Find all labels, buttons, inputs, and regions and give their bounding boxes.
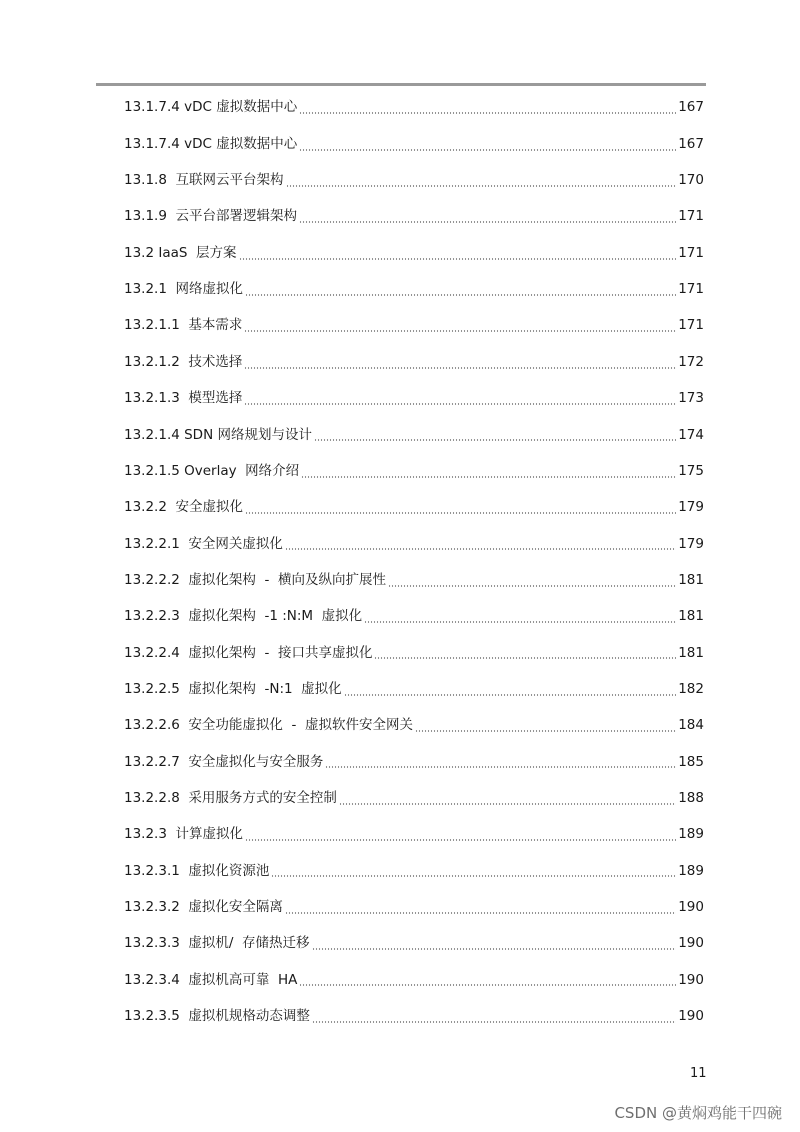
toc-entry[interactable]: [124, 417, 704, 453]
toc-entry[interactable]: [124, 344, 704, 380]
toc-dot-leader: [415, 730, 676, 732]
toc-entry[interactable]: [124, 817, 704, 853]
toc-entry-title: 13.2.2.6 安全功能虚拟化 - 虚拟软件安全网关: [124, 717, 413, 734]
toc-entry-page: 189: [678, 826, 704, 843]
toc-entry-title: 13.2.3.3 虚拟机/ 存储热迁移: [124, 935, 310, 952]
toc-entry-title: 13.2.2.5 虚拟化架构 -N:1 虚拟化: [124, 680, 342, 697]
toc-entry[interactable]: [124, 235, 704, 271]
toc-entry-title: 13.2.3.1 虚拟化资源池: [124, 862, 270, 879]
toc-dot-leader: [239, 258, 677, 260]
toc-dot-leader: [312, 948, 677, 950]
toc-dot-leader: [301, 476, 676, 478]
toc-entry-page: 190: [678, 935, 704, 952]
toc-dot-leader: [244, 403, 676, 405]
toc-entry-title: 13.2.1.4 SDN 网络规划与设计: [124, 426, 312, 443]
toc-dot-leader: [299, 984, 676, 986]
toc-dot-leader: [299, 112, 676, 114]
toc-entry-page: 172: [678, 353, 704, 370]
toc-entry[interactable]: [124, 381, 704, 417]
toc-entry-page: 167: [678, 99, 704, 116]
toc-dot-leader: [285, 548, 676, 550]
page-number: 11: [690, 1066, 707, 1081]
toc-entry-title: 13.2.2.2 虚拟化架构 - 横向及纵向扩展性: [124, 571, 386, 588]
toc-entry[interactable]: [124, 126, 704, 162]
toc-entry-page: 171: [678, 208, 704, 225]
toc-entry-page: 179: [678, 499, 704, 516]
toc-entry-title: 13.2.3.2 虚拟化安全隔离: [124, 898, 283, 915]
toc-dot-leader: [244, 330, 676, 332]
toc-entry-title: 13.2.2.7 安全虚拟化与安全服务: [124, 753, 324, 770]
toc-dot-leader: [245, 512, 676, 514]
toc-entry[interactable]: [124, 999, 704, 1035]
toc-entry-title: 13.2.2.3 虚拟化架构 -1 :N:M 虚拟化: [124, 608, 363, 625]
toc-entry-title: 13.2.2.1 安全网关虚拟化: [124, 535, 283, 552]
toc-entry-title: 13.2.1.2 技术选择: [124, 353, 243, 370]
toc-entry-title: 13.2.2 安全虚拟化: [124, 499, 244, 516]
toc-entry-page: 171: [678, 244, 704, 261]
toc-entry[interactable]: [124, 490, 704, 526]
toc-entry-title: 13.2 IaaS 层方案: [124, 244, 237, 261]
toc-entry-title: 13.2.1.3 模型选择: [124, 390, 243, 407]
toc-entry[interactable]: [124, 163, 704, 199]
toc-entry-page: 181: [678, 608, 704, 625]
toc-entry[interactable]: [124, 635, 704, 671]
toc-entry-title: 13.2.1 网络虚拟化: [124, 281, 244, 298]
toc-entry[interactable]: [124, 962, 704, 998]
toc-dot-leader: [285, 912, 676, 914]
toc-entry-page: 185: [678, 753, 704, 770]
toc-entry[interactable]: [124, 90, 704, 126]
header-rule: [96, 83, 706, 86]
toc-entry-page: 190: [678, 1008, 704, 1025]
toc-entry-page: 179: [678, 535, 704, 552]
toc-entry[interactable]: [124, 308, 704, 344]
toc-dot-leader: [364, 621, 676, 623]
toc-entry-page: 175: [678, 462, 704, 479]
toc-entry[interactable]: [124, 926, 704, 962]
toc-entry[interactable]: [124, 853, 704, 889]
toc-dot-leader: [245, 294, 676, 296]
toc-entry-page: 174: [678, 426, 704, 443]
toc-entry-page: 184: [678, 717, 704, 734]
toc-entry-title: 13.1.9 云平台部署逻辑架构: [124, 208, 298, 225]
toc-entry[interactable]: [124, 781, 704, 817]
toc-dot-leader: [314, 439, 676, 441]
toc-entry-title: 13.1.7.4 vDC 虚拟数据中心: [124, 99, 298, 116]
toc-entry-title: 13.1.7.4 vDC 虚拟数据中心: [124, 135, 298, 152]
toc-entry[interactable]: [124, 599, 704, 635]
toc-dot-leader: [344, 694, 677, 696]
toc-entry[interactable]: [124, 744, 704, 780]
toc-entry-title: 13.2.2.8 采用服务方式的安全控制: [124, 789, 337, 806]
toc-entry-page: 173: [678, 390, 704, 407]
toc-entry[interactable]: [124, 708, 704, 744]
toc-dot-leader: [244, 367, 676, 369]
toc-entry-page: 171: [678, 281, 704, 298]
toc-dot-leader: [299, 149, 676, 151]
toc-entry-title: 13.2.3 计算虚拟化: [124, 826, 244, 843]
toc-entry-page: 188: [678, 789, 704, 806]
toc-entry[interactable]: [124, 453, 704, 489]
toc-entry-page: 181: [678, 644, 704, 661]
toc-entry-title: 13.2.3.4 虚拟机高可靠 HA: [124, 971, 298, 988]
toc-dot-leader: [388, 585, 676, 587]
toc-entry-page: 189: [678, 862, 704, 879]
toc-entry-page: 170: [678, 172, 704, 189]
toc-entry[interactable]: [124, 562, 704, 598]
toc-entry-title: 13.2.1.1 基本需求: [124, 317, 243, 334]
toc-entry-page: 171: [678, 317, 704, 334]
toc-dot-leader: [312, 1021, 676, 1023]
toc-dot-leader: [299, 221, 676, 223]
toc-entry[interactable]: [124, 272, 704, 308]
toc-entry-title: 13.1.8 互联网云平台架构: [124, 172, 284, 189]
toc-dot-leader: [374, 657, 676, 659]
toc-entry[interactable]: [124, 672, 704, 708]
toc-dot-leader: [245, 839, 676, 841]
toc-entry-title: 13.2.2.4 虚拟化架构 - 接口共享虚拟化: [124, 644, 373, 661]
toc-entry[interactable]: [124, 526, 704, 562]
toc-entry-title: 13.2.1.5 Overlay 网络介绍: [124, 462, 300, 479]
toc-entry[interactable]: [124, 890, 704, 926]
toc-dot-leader: [271, 875, 676, 877]
watermark: CSDN @黄焖鸡能干四碗: [614, 1104, 782, 1122]
toc-dot-leader: [286, 185, 677, 187]
toc-entry-page: 167: [678, 135, 704, 152]
toc-entry-page: 181: [678, 571, 704, 588]
toc-entry-title: 13.2.3.5 虚拟机规格动态调整: [124, 1008, 310, 1025]
toc-dot-leader: [325, 766, 676, 768]
toc-entry-page: 190: [678, 898, 704, 915]
table-of-contents: [124, 90, 704, 1035]
toc-entry-page: 190: [678, 971, 704, 988]
toc-entry[interactable]: [124, 199, 704, 235]
toc-dot-leader: [339, 803, 676, 805]
toc-entry-page: 182: [678, 680, 704, 697]
